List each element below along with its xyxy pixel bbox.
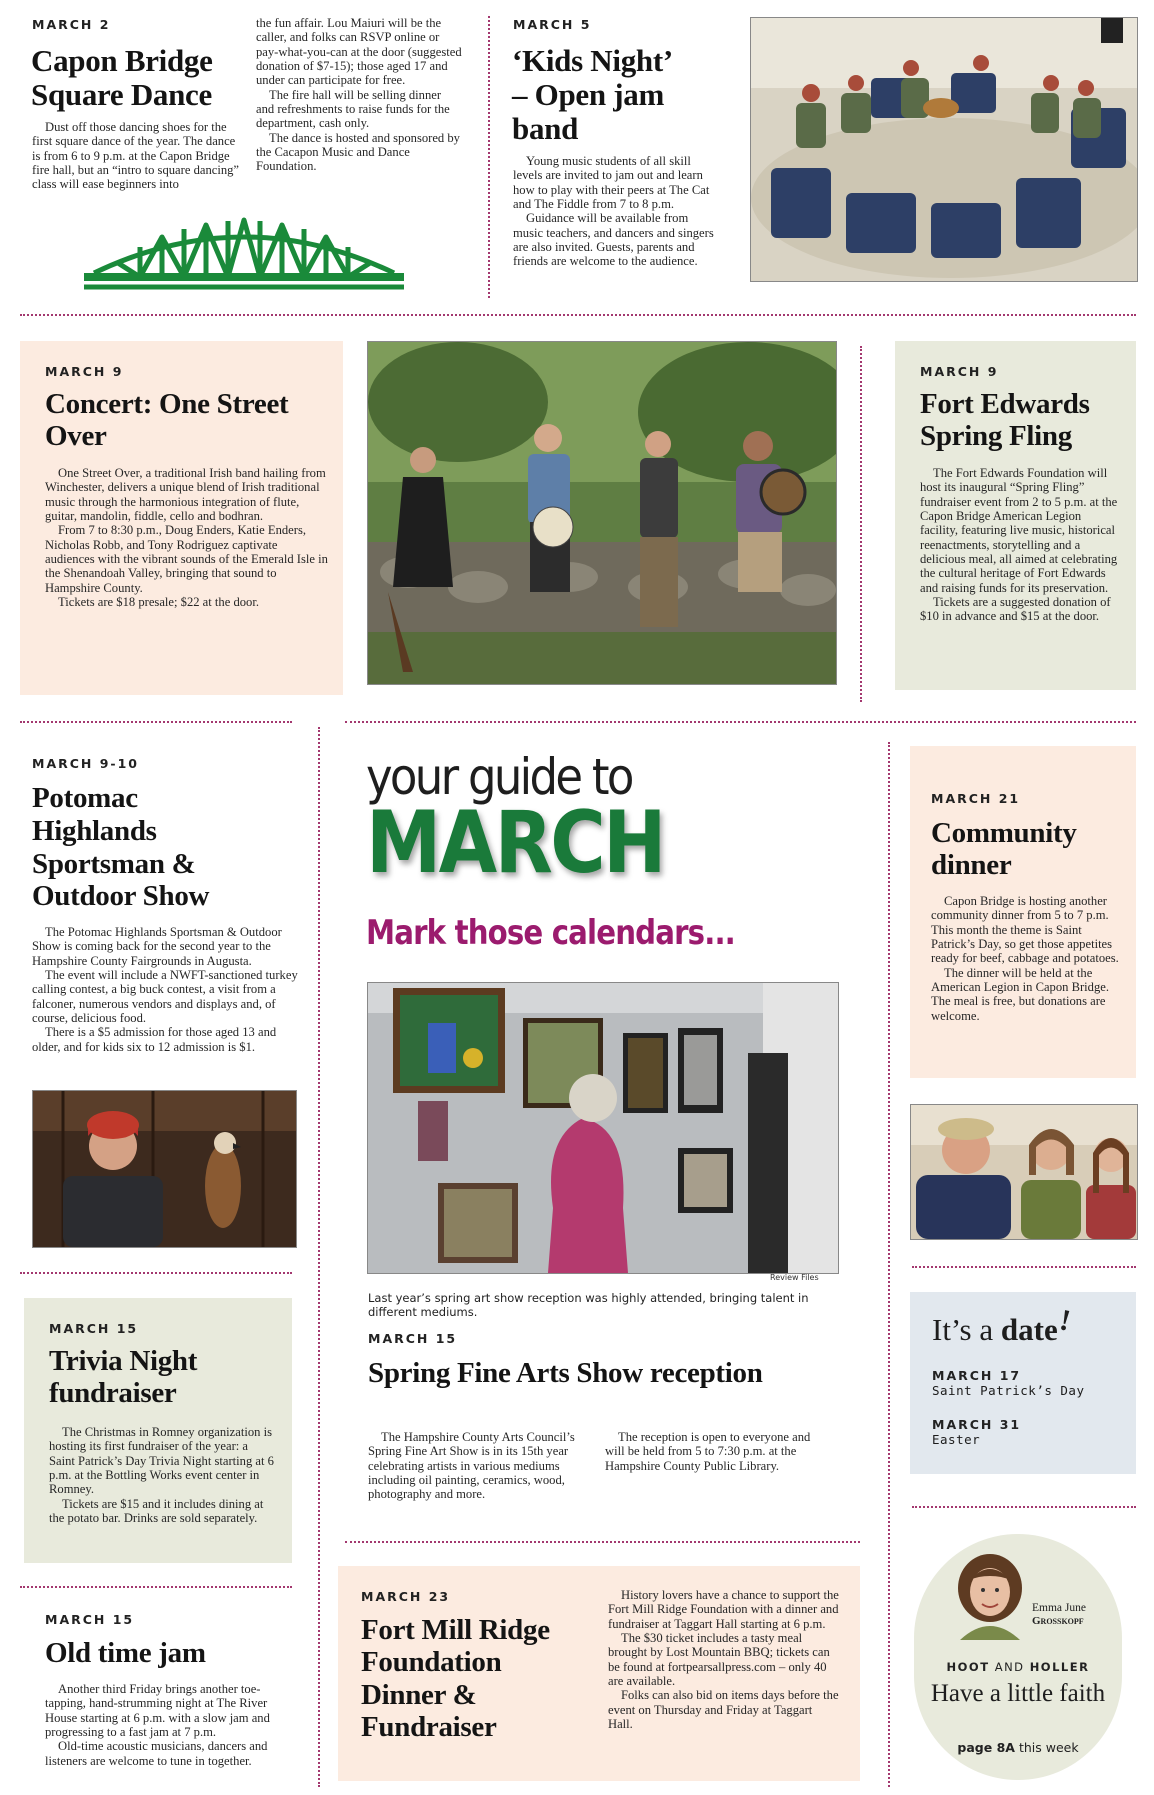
sportsman-title: Potomac Highlands Sportsman & Outdoor Show [32, 782, 210, 913]
guide-month: MARCH [366, 793, 664, 893]
divider [20, 314, 1136, 316]
fort-mill-date: MARCH 23 [361, 1589, 451, 1604]
fine-arts-date: MARCH 15 [368, 1331, 458, 1346]
fort-mill-text: History lovers have a chance to support the Fort Mill Ridge Foundation with a dinner and fundraiser at Taggart Hall starting at 6 p.m. The $30 ticket includes a tasty meal brought by Lost Mountain BBQ; tickets can be found at fortpearsallpress.com – only 40 are available. Folks can also bid on items days before the event on Thursday and Friday at Taggart Hall. [608, 1588, 839, 1732]
divider [888, 742, 890, 1787]
concert-text: One Street Over, a traditional Irish band hailing from Winchester, delivers a unique blend of Irish traditional music through the harmonious integration of flute, guitar, mandolin, fiddle, cello and bodhran. From 7 to 8:30 p.m., Doug Enders, Katie Enders, Nicholas Robb, and Tony Rodriguez captivate audiences with the vibrant sounds of the Emerald Isle in the Shenandoah Valley, bringing that sound to Hampshire County. Tickets are $18 presale; $22 at the door. [45, 466, 328, 610]
irish-band-photo [367, 341, 837, 685]
date-item [932, 1368, 1085, 1398]
art-show-caption: Last year’s spring art show reception was highly attended, bringing talent in different mediums. [368, 1291, 809, 1319]
divider [860, 346, 862, 702]
trivia-date: MARCH 15 [49, 1321, 139, 1336]
date-item-date: MARCH 17 [932, 1368, 1022, 1383]
square-dance-date: MARCH 2 [32, 17, 111, 32]
divider [488, 16, 490, 298]
fort-edwards-date: MARCH 9 [920, 364, 999, 379]
fine-arts-col2: The reception is open to everyone and will be held from 5 to 7:30 p.m. at the Hampshire County Public Library. [605, 1430, 811, 1473]
concert-date: MARCH 9 [45, 364, 124, 379]
bridge-illustration [80, 203, 408, 295]
guide-tagline: Mark those calendars... [366, 913, 735, 953]
old-time-date: MARCH 15 [45, 1612, 135, 1627]
fine-arts-title: Spring Fine Arts Show reception [368, 1357, 763, 1389]
date-item-date: MARCH 31 [932, 1417, 1022, 1432]
photo-credit: Review Files [770, 1273, 819, 1282]
jam-band-photo [750, 17, 1138, 282]
divider [20, 721, 292, 723]
fort-edwards-text: The Fort Edwards Foundation will host its inaugural “Spring Fling” fundraiser event from 2 to 5 p.m. at the Capon Bridge American Legion facility, featuring live music, historical reenactments, storytelling and a delicious meal, all aimed at celebrating the cultural heritage of Fort Edwards and raising funds for its preservation. Tickets are a suggested donation of $10 in advance and $15 at the door. [920, 466, 1118, 624]
divider [20, 1586, 292, 1588]
kids-night-text: Young music students of all skill levels are invited to jam out and learn how to play with their peers at The Cat and The Fiddle from 7 to 8 p.m. Guidance will be available from music teachers, and dancers and singers are also invited. Guests, parents and friends are welcome to the audience. [513, 154, 714, 269]
square-dance-title: Capon Bridge Square Dance [31, 43, 213, 113]
fort-edwards-box [895, 341, 1136, 690]
guide-kicker: your guide to [366, 748, 632, 806]
columnist-teaser[interactable] [914, 1534, 1122, 1780]
sportsman-date: MARCH 9-10 [32, 756, 140, 771]
community-dinner-text: Capon Bridge is hosting another community dinner from 5 to 7 p.m. This month the theme is Saint Patrick’s Day, so get those appetites ready for beef, cabbage and potatoes. The dinner will be held at the American Legion in Capon Bridge. The meal is free, but donations are welcome. [931, 894, 1119, 1023]
dinner-photo [910, 1104, 1138, 1240]
falconer-photo [32, 1090, 297, 1248]
date-item-event: Saint Patrick’s Day [932, 1383, 1085, 1398]
divider [912, 1266, 1136, 1268]
sportsman-text: The Potomac Highlands Sportsman & Outdoor Show is coming back for the second year to the Hampshire County Fairgrounds in Augusta. The event will include a NWFT-sanctioned turkey calling contest, a big buck contest, a visit from a falconer, numerous vendors and displays and, of course, delicious food. There is a $5 admission for those aged 13 and older, and for kids six to 12 admission is $1. [32, 925, 298, 1054]
divider [345, 1541, 860, 1543]
concert-title: Concert: One Street Over [45, 388, 289, 452]
divider [912, 1506, 1136, 1508]
art-show-photo [367, 982, 839, 1274]
columnist-headshot [952, 1550, 1028, 1640]
old-time-text: Another third Friday brings another toe-tapping, hand-strumming night at The River House starting at 6 p.m. with a slow jam and progressing to a fast jam at 7 p.m. Old-time acoustic musicians, dancers and listeners are welcome to tune in together. [45, 1682, 270, 1768]
date-item-event: Easter [932, 1432, 981, 1447]
trivia-box [24, 1298, 292, 1563]
date-item [932, 1417, 1021, 1447]
community-dinner-date: MARCH 21 [931, 791, 1021, 806]
concert-box [20, 341, 343, 695]
trivia-text: The Christmas in Romney organization is hosting its first fundraiser of the year: a Saint Patrick’s Day Trivia Night starting at 6 p.m. at the Bottling Works event center in Romney. Tickets are $15 and it includes dining at the potato bar. Drinks are sold separately. [49, 1425, 274, 1526]
kids-night-title: ‘Kids Night’ – Open jam band [512, 43, 673, 147]
divider [20, 1272, 292, 1274]
divider [318, 727, 320, 1787]
square-dance-col2: the fun affair. Lou Maiuri will be the caller, and folks can RSVP online or pay-what-you-can at the door (suggested donation of $7-15); those aged 17 and under can participate for free. The fire hall will be selling dinner and refreshments to raise funds for the department, cash only. The dance is hosted and sponsored by the Cacapon Music and Dance Foundation. [256, 16, 462, 174]
fort-edwards-title: Fort Edwards Spring Fling [920, 388, 1090, 452]
square-dance-col1: Dust off those dancing shoes for the first square dance of the year. The dance is from 6 to 9 p.m. at the Capon Bridge fire hall, but an “intro to square dancing” class will ease beginners into [32, 120, 240, 192]
community-dinner-title: Community dinner [931, 817, 1077, 881]
kids-night-date: MARCH 5 [513, 17, 592, 32]
divider [345, 721, 1136, 723]
its-a-date-box [910, 1292, 1136, 1474]
old-time-title: Old time jam [45, 1637, 206, 1669]
fort-mill-box [338, 1566, 860, 1781]
column-name: HOOT AND HOLLER [946, 1660, 1090, 1674]
its-a-date-title: It’s a date ! [932, 1303, 1074, 1347]
page-reference[interactable]: page 8A this week [957, 1740, 1079, 1755]
trivia-title: Trivia Night fundraiser [49, 1345, 198, 1409]
fine-arts-col1: The Hampshire County Arts Council’s Spring Fine Art Show is in its 15th year celebrating artists in various mediums including oil painting, ceramics, wood, photography and more. [368, 1430, 575, 1502]
columnist-byline: Emma June Grosskopf [1032, 1602, 1086, 1628]
fort-mill-title: Fort Mill Ridge Foundation Dinner & Fundraiser [361, 1614, 550, 1744]
community-dinner-box [910, 746, 1136, 1078]
column-headline: Have a little faith [930, 1680, 1106, 1707]
